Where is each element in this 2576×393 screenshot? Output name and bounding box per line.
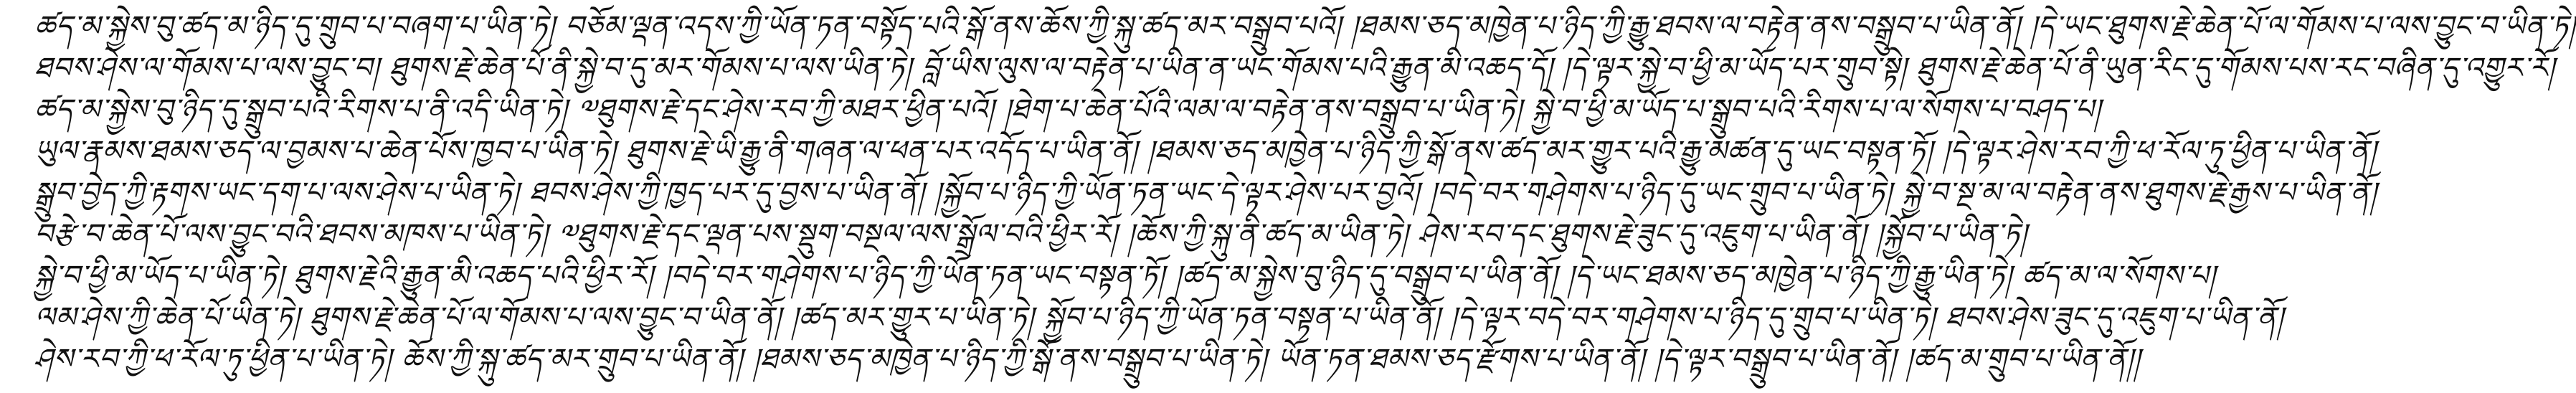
text-line-2: ཐབས་ཤེས་ལ་གོམས་པ་ལས་བྱུང་བ། ཐུགས་རྗེ་ཆེན་པོ་ནི་སྐྱེ་བ་དུ་མར་གོམས་པ་ལས་ཡིན་ཏེ། བློ་ཡིས་ལུས་ལ་བརྟེན་པ་ཡིན་ན་ཡང་གོམས་པའི་རྒྱུན་མི་འཆད་དོ། །དེ་ལྟར་སྐྱེ་བ་ཕྱི་མ་ཡོད་པར་གྲུབ་སྟེ། ཐུགས་རྗེ་ཆེན་པོ་ནི་ཡུན་རིང་དུ་གོམས་པས་རང་བཞིན་དུ་འགྱུར་རོ།: [34, 52, 2555, 85]
text-line-7: སྐྱེ་བ་ཕྱི་མ་ཡོད་པ་ཡིན་ཏེ། ཐུགས་རྗེའི་རྒྱུན་མི་འཆད་པའི་ཕྱིར་རོ། །བདེ་བར་གཤེགས་པ་ཉིད་ཀྱི་ཡོན་ཏན་ཡང་བསྟན་ཏོ། །ཚད་མ་སྐྱེས་བུ་ཉིད་དུ་བསྒྲུབ་པ་ཡིན་ནོ། །དེ་ཡང་ཐམས་ཅད་མཁྱེན་པ་ཉིད་ཀྱི་རྒྱུ་ཡིན་ཏེ། ཚད་མ་ལ་སོགས་པ།: [34, 260, 2216, 293]
text-line-6: བརྩེ་བ་ཆེན་པོ་ལས་བྱུང་བའི་ཐབས་མཁས་པ་ཡིན་ཏེ། ༧ཐུགས་རྗེ་དང་ལྡན་པས་སྡུག་བསྔལ་ལས་སྒྲོལ་བའི་ཕྱིར་རོ། །ཆོས་ཀྱི་སྐུ་ནི་ཚད་མ་ཡིན་ཏེ། ཤེས་རབ་དང་ཐུགས་རྗེ་ཟུང་དུ་འཇུག་པ་ཡིན་ནོ། །སྐྱོབ་པ་ཡིན་ཏེ།: [34, 218, 2027, 251]
text-line-4: ཡུལ་རྣམས་ཐམས་ཅད་ལ་བྱམས་པ་ཆེན་པོས་ཁྱབ་པ་ཡིན་ཏེ། ཐུགས་རྗེ་ཡི་རྒྱུ་ནི་གཞན་ལ་ཕན་པར་འདོད་པ་ཡིན་ནོ། །ཐམས་ཅད་མཁྱེན་པ་ཉིད་ཀྱི་སྒོ་ནས་ཚད་མར་གྱུར་པའི་རྒྱུ་མཚན་དུ་ཡང་བསྟན་ཏོ། །དེ་ལྟར་ཤེས་རབ་ཀྱི་ཕ་རོལ་ཏུ་ཕྱིན་པ་ཡིན་ནོ།: [34, 135, 2377, 168]
text-line-5: སྒྲུབ་བྱེད་ཀྱི་རྟགས་ཡང་དག་པ་ལས་ཤེས་པ་ཡིན་ཏེ། ཐབས་ཤེས་ཀྱི་ཁྱད་པར་དུ་བྱས་པ་ཡིན་ནོ། །སྐྱོབ་པ་ཉིད་ཀྱི་ཡོན་ཏན་ཡང་དེ་ལྟར་ཤེས་པར་བྱའོ། །བདེ་བར་གཤེགས་པ་ཉིད་དུ་ཡང་གྲུབ་པ་ཡིན་ཏེ། སྐྱེ་བ་སྔ་མ་ལ་བརྟེན་ནས་ཐུགས་རྗེ་རྒྱས་པ་ཡིན་ནོ།: [34, 176, 2377, 209]
text-line-8: ལམ་ཤེས་ཀྱི་ཆེན་པོ་ཡིན་ཏེ། ཐུགས་རྗེ་ཆེན་པོ་ལ་གོམས་པ་ལས་བྱུང་བ་ཡིན་ནོ། །ཚད་མར་གྱུར་པ་ཡིན་ཏེ། སྐྱོབ་པ་ཉིད་ཀྱི་ཡོན་ཏན་བསྟན་པ་ཡིན་ནོ། །དེ་ལྟར་བདེ་བར་གཤེགས་པ་ཉིད་དུ་གྲུབ་པ་ཡིན་ཏེ། ཐབས་ཤེས་ཟུང་དུ་འཇུག་པ་ཡིན་ནོ།: [34, 301, 2284, 334]
text-line-3: ཚད་མ་སྐྱེས་བུ་ཉིད་དུ་སྒྲུབ་པའི་རིགས་པ་ནི་འདི་ཡིན་ཏེ། ༧ཐུགས་རྗེ་དང་ཤེས་རབ་ཀྱི་མཐར་ཕྱིན་པའོ། །ཐེག་པ་ཆེན་པོའི་ལམ་ལ་བརྟེན་ནས་བསྒྲུབ་པ་ཡིན་ཏེ། སྐྱེ་བ་ཕྱི་མ་ཡོད་པ་སྒྲུབ་པའི་རིགས་པ་ལ་སོགས་པ་བཤད་པ།: [34, 93, 2101, 126]
text-line-9: ཤེས་རབ་ཀྱི་ཕ་རོལ་ཏུ་ཕྱིན་པ་ཡིན་ཏེ། ཆོས་ཀྱི་སྐུ་ཚད་མར་གྲུབ་པ་ཡིན་ནོ། །ཐམས་ཅད་མཁྱེན་པ་ཉིད་ཀྱི་སྒོ་ནས་བསྒྲུབ་པ་ཡིན་ཏེ། ཡོན་ཏན་ཐམས་ཅད་རྫོགས་པ་ཡིན་ནོ། །དེ་ལྟར་བསྒྲུབ་པ་ཡིན་ནོ། །ཚད་མ་གྲུབ་པ་ཡིན་ནོ།།: [34, 343, 2141, 376]
text-line-1: ཚད་མ་སྐྱེས་བུ་ཚད་མ་ཉིད་དུ་གྲུབ་པ་བཞག་པ་ཡིན་ཏེ། བཅོམ་ལྡན་འདས་ཀྱི་ཡོན་ཏན་བསྟོད་པའི་སྒོ་ནས་ཆོས་ཀྱི་སྐུ་ཚད་མར་བསྒྲུབ་པའོ། །ཐམས་ཅད་མཁྱེན་པ་ཉིད་ཀྱི་རྒྱུ་ཐབས་ལ་བརྟེན་ནས་བསྒྲུབ་པ་ཡིན་ནོ། །དེ་ཡང་ཐུགས་རྗེ་ཆེན་པོ་ལ་གོམས་པ་ལས་བྱུང་བ་ཡིན་ཏེ།: [34, 10, 2576, 43]
